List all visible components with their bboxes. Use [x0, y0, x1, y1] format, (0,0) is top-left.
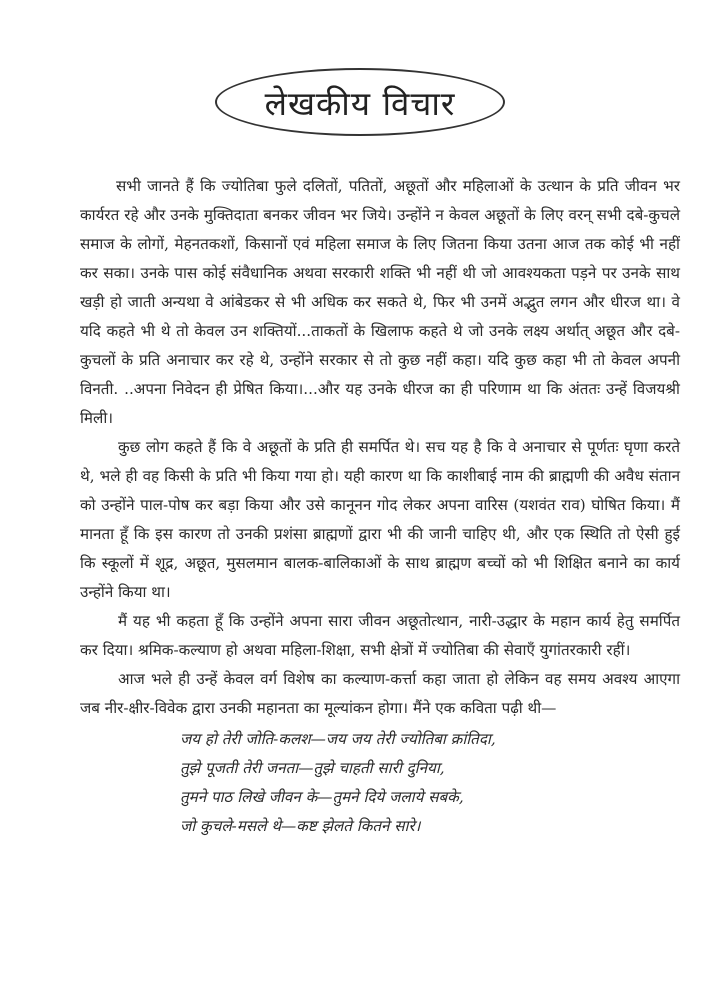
title-oval: [215, 68, 505, 136]
paragraph-4: आज भले ही उन्हें केवल वर्ग विशेष का कल्याण-कर्त्ता कहा जाता हो लेकिन वह समय अवश्य आएगा जब नीर-क्षीर-विवेक द्वारा उनकी महानता का मूल्यांकन होगा। मैंने एक कविता पढ़ी थी—: [80, 670, 680, 717]
poem-line-3: तुमने पाठ लिखे जीवन के—तुमने दिये जलाये सबके,: [180, 788, 464, 806]
paragraph-2: कुछ लोग कहते हैं कि वे अछूतों के प्रति ही समर्पित थे। सच यह है कि वे अनाचार से पूर्णतः घृणा करते थे, भले ही वह किसी के प्रति भी किया गया हो। यही कारण था कि काशीबाई नाम की ब्राह्मणी की अवैध संतान को उन्होंने पाल-पोष कर बड़ा किया और उसे कानूनन गोद लेकर अपना वारिस (यशवंत राव) घोषित किया। मैं मानता हूँ कि इस कारण तो उनकी प्रशंसा ब्राह्मणों द्वारा भी की जानी चाहिए थी, और एक स्थिति तो ऐसी हुई कि स्कूलों में शूद्र, अछूत, मुसलमान बालक-बालिकाओं के साथ ब्राह्मण बच्चों को भी शिक्षित बनाने का कार्य उन्होंने किया था।: [80, 438, 680, 601]
paragraph-1: सभी जानते हैं कि ज्योतिबा फुले दलितों, पतितों, अछूतों और महिलाओं के उत्थान के प्रति जीवन भर कार्यरत रहे और उनके मुक्तिदाता बनकर जीवन भर जिये। उन्होंने न केवल अछूतों के लिए वरन् सभी दबे-कुचले समाज के लोगों, मेहनतकशों, किसानों एवं महिला समाज के लिए जितना किया उतना आज तक कोई भी नहीं कर सका। उनके पास कोई संवैधानिक अथवा सरकारी शक्ति भी नहीं थी जो आवश्यकता पड़ने पर उनके साथ खड़ी हो जाती अन्यथा वे आंबेडकर से भी अधिक कर सकते थे, फिर भी उनमें अद्भुत लगन और धीरज था। वे यदि कहते भी थे तो केवल उन शक्तियों...ताकतों के खिलाफ कहते थे जो उनके लक्ष्य अर्थात् अछूत और दबे-कुचलों के प्रति अनाचार कर रहे थे, उन्होंने सरकार से तो कुछ नहीं कहा। यदि कुछ कहा भी तो केवल अपनी विनती. ..अपना निवेदन ही प्रेषित किया।...और यह उनके धीरज का ही परिणाम था कि अंततः उन्हें विजयश्री मिली।: [80, 177, 680, 427]
poem-line-2: तुझे पूजती तेरी जनता—तुझे चाहती सारी दुनिया,: [180, 759, 445, 777]
poem: [180, 725, 680, 841]
page-title: लेखकीय विचार: [264, 83, 456, 123]
poem-line-4: जो कुचले-मसले थे—कष्ट झेलते कितने सारे।: [180, 817, 421, 835]
poem-line-1: जय हो तेरी जोति-कलश—जय जय तेरी ज्योतिबा क्रांतिदा,: [180, 730, 496, 748]
paragraph-3: मैं यह भी कहता हूँ कि उन्होंने अपना सारा जीवन अछूतोत्थान, नारी-उद्धार के महान कार्य हेतु समर्पित कर दिया। श्रमिक-कल्याण हो अथवा महिला-शिक्षा, सभी क्षेत्रों में ज्योतिबा की सेवाएँ युगांतरकारी रहीं।: [80, 612, 680, 659]
title-area: [0, 68, 720, 136]
body-text: [80, 172, 680, 841]
